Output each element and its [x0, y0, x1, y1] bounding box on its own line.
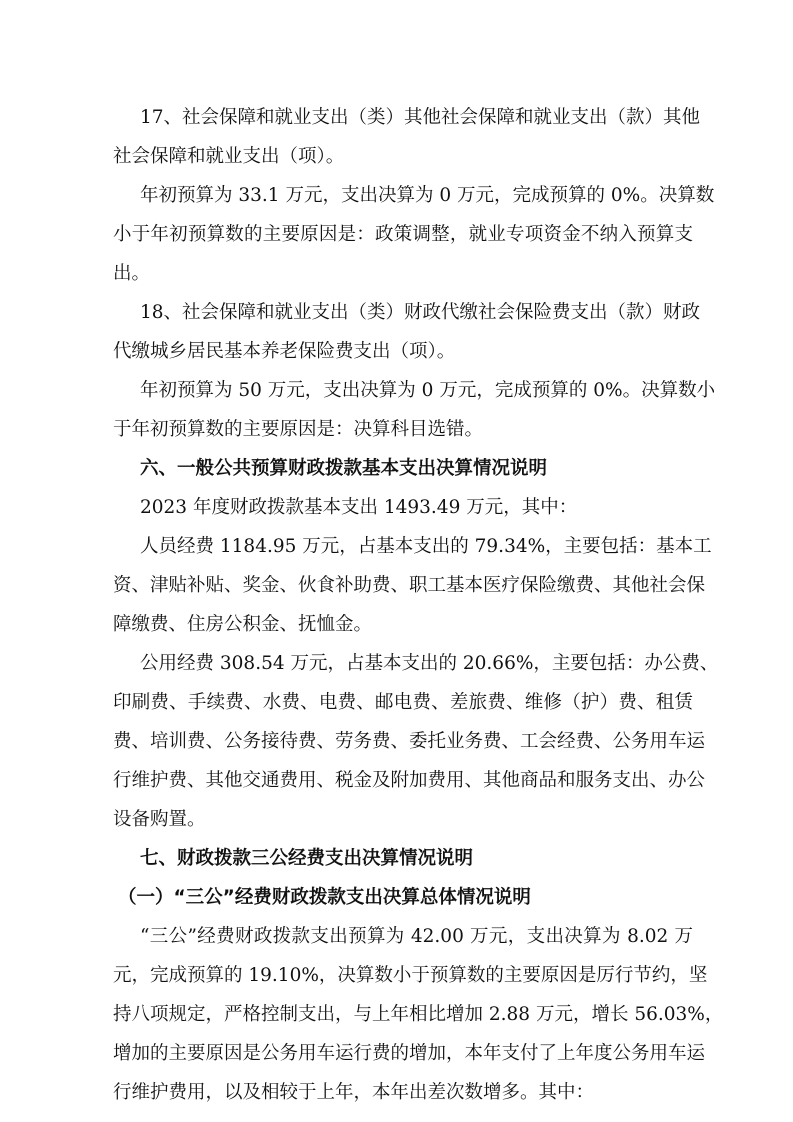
- personnel-expense-line-1: 人员经费 1184.95 万元，占基本支出的 79.34%，主要包括：基本工: [140, 536, 712, 557]
- paragraph-18-detail-line-1: 年初预算为 50 万元，支出决算为 0 万元，完成预算的 0%。决算数小: [140, 380, 716, 401]
- section-6-heading: 六、一般公共预算财政拨款基本支出决算情况说明: [140, 458, 548, 479]
- three-public-expense-line-1: “三公”经费财政拨款支出预算为 42.00 万元，支出决算为 8.02 万: [140, 926, 693, 947]
- three-public-expense-line-3: 持八项规定，严格控制支出，与上年相比增加 2.88 万元，增长 56.03%，: [113, 1004, 724, 1025]
- paragraph-18-line-1: 18、社会保障和就业支出（类）财政代缴社会保险费支出（款）财政: [140, 302, 701, 323]
- public-expense-line-2: 印刷费、手续费、水费、电费、邮电费、差旅费、维修（护）费、租赁: [113, 692, 693, 713]
- personnel-expense-line-2: 资、津贴补贴、奖金、伙食补助费、职工基本医疗保险缴费、其他社会保: [113, 575, 706, 596]
- paragraph-17-detail-line-3: 出。: [113, 263, 151, 284]
- personnel-expense-line-3: 障缴费、住房公积金、抚恤金。: [113, 614, 373, 635]
- three-public-expense-line-5: 行维护费用，以及相较于上年，本年出差次数增多。其中：: [113, 1082, 595, 1103]
- paragraph-18-detail-line-2: 于年初预算数的主要原因是：决算科目选错。: [113, 419, 484, 440]
- three-public-expense-line-2: 元，完成预算的 19.10%，决算数小于预算数的主要原因是厉行节约，坚: [113, 965, 708, 986]
- public-expense-line-5: 设备购置。: [113, 809, 206, 830]
- paragraph-17-line-2: 社会保障和就业支出（项）。: [113, 146, 345, 167]
- subsection-1-heading: （一）“三公”经费财政拨款支出决算总体情况说明: [118, 887, 531, 908]
- paragraph-17-detail-line-1: 年初预算为 33.1 万元，支出决算为 0 万元，完成预算的 0%。决算数: [140, 185, 715, 206]
- public-expense-line-1: 公用经费 308.54 万元，占基本支出的 20.66%，主要包括：办公费、: [140, 653, 719, 674]
- three-public-expense-line-4: 增加的主要原因是公务用车运行费的增加，本年支付了上年度公务用车运: [113, 1043, 706, 1064]
- public-expense-line-3: 费、培训费、公务接待费、劳务费、委托业务费、工会经费、公务用车运: [113, 731, 706, 752]
- paragraph-18-line-2: 代缴城乡居民基本养老保险费支出（项）。: [113, 341, 456, 362]
- section-7-heading: 七、财政拨款三公经费支出决算情况说明: [140, 848, 474, 869]
- basic-expenditure-summary: 2023 年度财政拨款基本支出 1493.49 万元，其中：: [140, 497, 578, 518]
- paragraph-17-detail-line-2: 小于年初预算数的主要原因是：政策调整，就业专项资金不纳入预算支: [113, 224, 693, 245]
- public-expense-line-4: 行维护费、其他交通费用、税金及附加费用、其他商品和服务支出、办公: [113, 770, 706, 791]
- paragraph-17-line-1: 17、社会保障和就业支出（类）其他社会保障和就业支出（款）其他: [140, 107, 701, 128]
